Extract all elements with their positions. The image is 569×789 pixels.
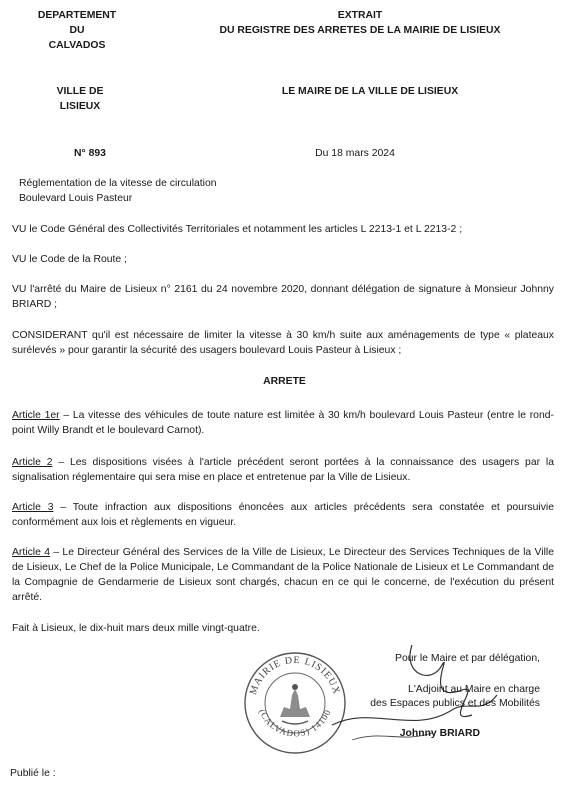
ville-line: VILLE DE — [56, 86, 104, 97]
svg-text:MAIRIE DE LISIEUX: MAIRIE DE LISIEUX — [247, 654, 343, 697]
objet-line: Réglementation de la vitesse de circulation — [19, 178, 217, 189]
publie-le: Publié le : — [10, 768, 56, 779]
arrete-number: N° 893 — [74, 148, 106, 159]
objet-block — [19, 176, 217, 206]
article-4 — [12, 545, 554, 605]
objet-line: Boulevard Louis Pasteur — [19, 193, 133, 205]
signature-line-2: L'Adjoint au Maire en charge — [408, 684, 540, 695]
signatory-name: Johnny BRIARD — [399, 728, 480, 739]
article-label: Article 4 — [12, 547, 50, 558]
considerant: CONSIDERANT qu'il est nécessaire de limiter la vitesse à 30 km/h suite aux aménagements de type « plateaux surélevés » pour garantir la sécurité des usagers boulevard Louis Pasteur à Lisieux ; — [12, 330, 554, 357]
departement-block — [22, 8, 132, 53]
article-1 — [12, 408, 554, 438]
ville-line: LISIEUX — [59, 101, 101, 113]
extrait-block — [200, 8, 520, 38]
article-text: – La vitesse des véhicules de toute nature est limitée à 30 km/h boulevard Louis Pasteur (entre le rond-point Willy Brandt et le boulevard Carnot). — [12, 410, 554, 437]
fait-a: Fait à Lisieux, le dix-huit mars deux mille vingt-quatre. — [12, 623, 260, 634]
extrait-subtitle: DU REGISTRE DES ARRETES DE LA MAIRIE DE LISIEUX — [219, 25, 501, 37]
extrait-title: EXTRAIT — [337, 10, 383, 21]
arrete-heading: ARRETE — [263, 376, 306, 387]
article-label: Article 2 — [12, 457, 53, 468]
ville-block — [40, 84, 120, 114]
departement-line: DU — [69, 25, 85, 37]
article-text: – Le Directeur Général des Services de la Ville de Lisieux, Le Directeur des Services Techniques de la Ville de Lisieux, Le Chef de la Police Municipale, Le Commandant de la Police Nationale de Lisieux et Le Commandant de la Compagnie de Gendarmerie de Lisieux sont chargés, chacun en ce qui le concerne, de l'exécution du présent arrêté. — [12, 547, 554, 604]
article-text: – Les dispositions visées à l'article précédent seront portées à la connaissance des usagers par la signalisation réglementaire qui sera mise en place et entretenue par la Ville de Lisieux. — [12, 457, 554, 484]
visa-1: VU le Code Général des Collectivités Territoriales et notamment les articles L 2213-1 et L 2213-2 ; — [12, 224, 463, 235]
signature-line-1: Pour le Maire et par délégation, — [395, 653, 540, 664]
article-2 — [12, 455, 554, 485]
arrete-date: Du 18 mars 2024 — [315, 148, 395, 159]
article-label: Article 3 — [12, 502, 54, 513]
signature-line-3: des Espaces publics et des Mobilités — [370, 698, 540, 709]
article-text: – Toute infraction aux dispositions énoncées aux articles précédents sera constatée et poursuivie conformément aux lois et règlements en vigueur. — [12, 502, 554, 529]
svg-text:(CALVADOS) 14100: (CALVADOS) 14100 — [257, 707, 333, 739]
departement-line: CALVADOS — [48, 40, 106, 52]
article-3 — [12, 500, 554, 530]
visa-2: VU le Code de la Route ; — [12, 254, 127, 265]
article-label: Article 1er — [12, 410, 60, 421]
maire-title: LE MAIRE DE LA VILLE DE LISIEUX — [281, 86, 459, 97]
departement-line: DEPARTEMENT — [37, 10, 117, 21]
visa-3: VU l'arrêté du Maire de Lisieux n° 2161 du 24 novembre 2020, donnant délégation de signature à Monsieur Johnny BRIARD ; — [12, 284, 554, 311]
